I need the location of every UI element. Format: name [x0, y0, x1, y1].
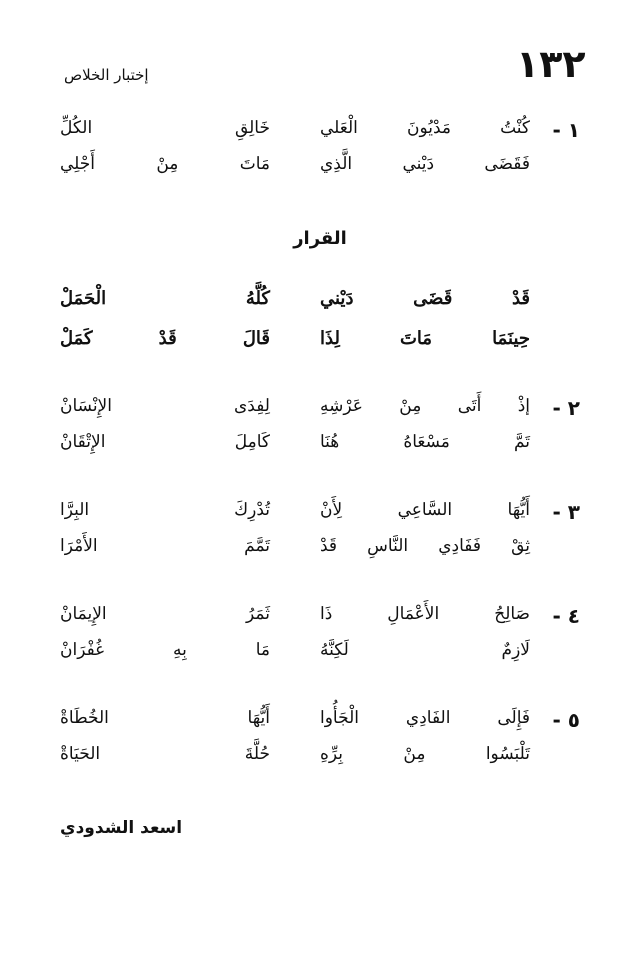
verse-number: ١ -	[552, 118, 580, 142]
verse-line	[60, 154, 530, 174]
hemistich-right: تَمَّ مَسْعَاهُ هُنَا	[320, 432, 530, 452]
author-name: اسعد الشدودي	[60, 818, 183, 838]
hemistich-left: مَاتَ مِنْ أَجْلِي	[60, 154, 270, 174]
verse-number: ٣ -	[552, 500, 580, 524]
hemistich-left: ثَمَرُ الإِيمَانْ	[60, 604, 270, 624]
hemistich-right: لَازِمٌ لَكِنَّهُ	[320, 640, 530, 660]
hemistich-left: تَمَّمَ الأَمْرَا	[60, 536, 270, 556]
hemistich-right: حِينَمَا مَاتَ لِذَا	[320, 328, 530, 349]
verse-line	[60, 118, 530, 138]
verse-line	[60, 536, 530, 556]
page-number: ١٣٢	[516, 42, 586, 86]
verse-line	[60, 432, 530, 452]
verse-number: ٤ -	[552, 604, 580, 628]
hemistich-right: كُنْتُ مَدْيُونَ الْعَلي	[320, 118, 530, 138]
hemistich-left: أَيُّهَا الخُطَاةْ	[60, 708, 270, 728]
verse-line	[60, 640, 530, 660]
hemistich-right: إذْ أَتَى مِنْ عَرْشِهِ	[320, 396, 530, 416]
hemistich-left: حُلَّةَ الحَيَاةْ	[60, 744, 270, 764]
hemistich-right: صَالِحُ الأَعْمَالِ ذَا	[320, 604, 530, 624]
running-title: إختبار الخلاص	[64, 66, 149, 84]
hemistich-right: ثِقْ فَفَادِي النَّاسِ قَدْ	[320, 536, 530, 556]
refrain-line	[60, 288, 530, 309]
hemistich-right: أَيُّهَا السَّاعِي لِأَنْ	[320, 500, 530, 520]
verse-line	[60, 500, 530, 520]
verse-line	[60, 708, 530, 728]
hemistich-right: قَدْ قَضَى دَيْني	[320, 288, 530, 309]
hemistich-left: قَالَ قَدْ كَمَلْ	[60, 328, 270, 349]
hemistich-right: تَلْبَسُوا مِنْ بِرِّهِ	[320, 744, 530, 764]
verse-number: ٥ -	[552, 708, 580, 732]
hemistich-left: لِفِدَى الإِنْسَانْ	[60, 396, 270, 416]
verse-line	[60, 396, 530, 416]
hemistich-left: خَالِقِ الكُلِّ	[60, 118, 270, 138]
hemistich-right: فَإِلَى الفَادِي الْجَأُوا	[320, 708, 530, 728]
hemistich-left: كُلَّهُ الْحَمَلْ	[60, 288, 270, 309]
hemistich-left: تُدْرِكَ البِرَّا	[60, 500, 270, 520]
verse-line	[60, 604, 530, 624]
refrain-title: القرار	[293, 228, 347, 249]
verse-number: ٢ -	[552, 396, 580, 420]
refrain-line	[60, 328, 530, 349]
hemistich-left: مَا بِهِ غُفْرَانْ	[60, 640, 270, 660]
hemistich-left: كَامِلَ الإِتْقَانْ	[60, 432, 270, 452]
verse-line	[60, 744, 530, 764]
hemistich-right: فَقَضَى دَيْني الَّذِي	[320, 154, 530, 174]
